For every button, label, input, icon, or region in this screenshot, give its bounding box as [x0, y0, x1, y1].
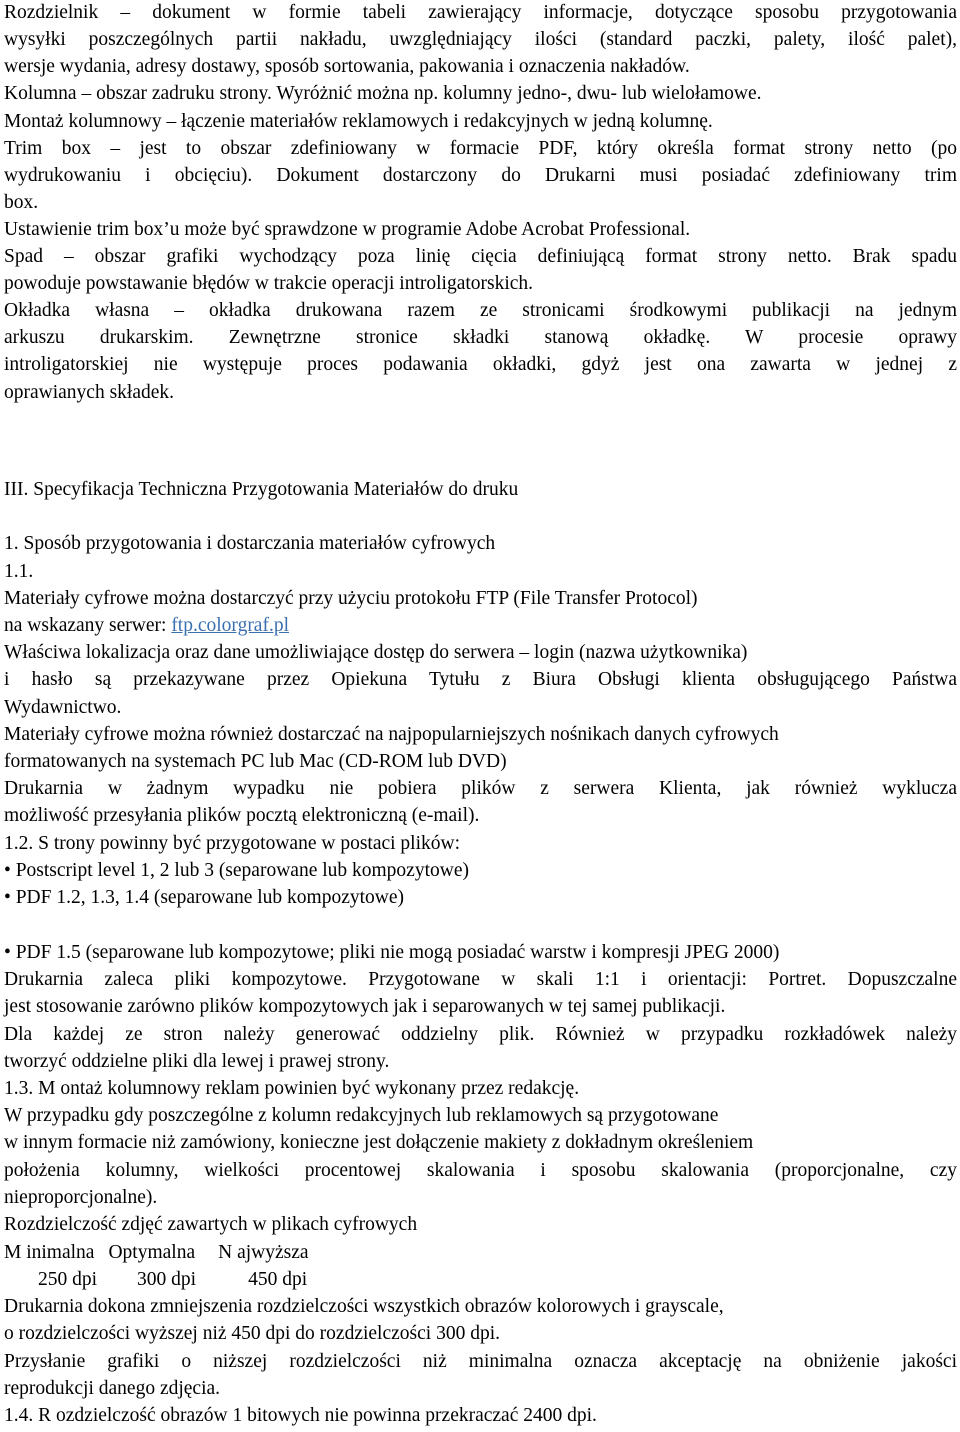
text-line: Materiały cyfrowe można dostarczyć przy użyciu protokołu FTP (File Transfer Protocol) — [4, 588, 698, 609]
ftp-server-link[interactable]: ftp.colorgraf.pl — [171, 615, 289, 636]
resolution-header: N ajwyższa — [218, 1242, 309, 1263]
server-prefix: na wskazany serwer: — [4, 615, 172, 636]
text-line: wersje wydania, adresy dostawy, sposób sortowania, pakowania i oznaczenia nakładów. — [4, 56, 690, 77]
subsection-title: 1. Sposób przygotowania i dostarczania materiałów cyfrowych — [4, 533, 496, 554]
text-line: oprawianych składek. — [4, 382, 175, 403]
text-line: Spad – obszar grafiki wychodzący poza linię cięcia definiującą format strony netto. Brak spadu — [4, 246, 957, 267]
text-line: 1.1. — [4, 561, 34, 582]
text-line: Rozdzielnik – dokument w formie tabeli zawierający informacje, dotyczące sposobu przygotowania — [4, 2, 957, 23]
text-line: w innym formacie niż zamówiony, konieczne jest dołączenie makiety z dokładnym określeniem — [4, 1132, 754, 1153]
text-line: tworzyć oddzielne pliki dla lewej i prawej strony. — [4, 1051, 390, 1072]
text-line: reprodukcji danego zdjęcia. — [4, 1378, 221, 1399]
text-line: położenia kolumny, wielkości procentowej skalowania i sposobu skalowania (proporcjonalne, czy — [4, 1160, 957, 1181]
text-line: Drukarnia dokona zmniejszenia rozdzielczości wszystkich obrazów kolorowych i grayscale, — [4, 1296, 724, 1317]
resolution-header: M inimalna — [4, 1242, 95, 1263]
text-line: Okładka własna – okładka drukowana razem ze stronicami środkowymi publikacji na jednym — [4, 300, 957, 321]
text-line: Przysłanie grafiki o niższej rozdzielczości niż minimalna oznacza akceptację na obniżenie jakości — [4, 1351, 957, 1372]
resolution-value-row — [38, 1270, 307, 1290]
resolution-value: 300 dpi — [137, 1269, 197, 1290]
text-line: Dla każdej ze stron należy generować oddzielny plik. Również w przypadku rozkładówek należy — [4, 1024, 957, 1045]
text-line: wysyłki poszczególnych partii nakładu, uwzględniający ilości (standard paczki, palety, ilość palet), — [4, 29, 957, 50]
resolution-header: Optymalna — [108, 1242, 196, 1263]
text-line: formatowanych na systemach PC lub Mac (CD-ROM lub DVD) — [4, 751, 507, 772]
list-item: • PDF 1.2, 1.3, 1.4 (separowane lub kompozytowe) — [4, 887, 405, 908]
text-line: Materiały cyfrowe można również dostarczać na najpopularniejszych nośnikach danych cyfrowych — [4, 724, 779, 745]
text-line: powoduje powstawanie błędów w trakcie operacji introligatorskich. — [4, 273, 534, 294]
text-line: nieproporcjonalne). — [4, 1187, 158, 1208]
text-line: Trim box – jest to obszar zdefiniowany w formacie PDF, który określa format strony netto (po — [4, 138, 957, 159]
section-title: III. Specyfikacja Techniczna Przygotowania Materiałów do druku — [4, 479, 519, 500]
list-item: • Postscript level 1, 2 lub 3 (separowane lub kompozytowe) — [4, 860, 469, 881]
text-line: możliwość przesyłania plików pocztą elektroniczną (e-mail). — [4, 805, 480, 826]
text-line: jest stosowanie zarówno plików kompozytowych jak i separowanych w tej samej publikacji. — [4, 996, 726, 1017]
text-line: Drukarnia w żadnym wypadku nie pobiera plików z serwera Klienta, jak również wyklucza — [4, 778, 957, 799]
text-line: Właściwa lokalizacja oraz dane umożliwiające dostęp do serwera – login (nazwa użytkownika) — [4, 642, 748, 663]
text-line: wydrukowaniu i obcięciu). Dokument dostarczony do Drukarni musi posiadać zdefiniowany trim — [4, 165, 957, 186]
text-line: i hasło są przekazywane przez Opiekuna Tytułu z Biura Obsługi klienta obsługującego Państwa — [4, 669, 957, 690]
text-line: Kolumna – obszar zadruku strony. Wyróżnić można np. kolumny jedno-, dwu- lub wielołamowe. — [4, 83, 762, 104]
server-line — [4, 616, 289, 636]
text-line: Ustawienie trim box’u może być sprawdzone w programie Adobe Acrobat Professional. — [4, 219, 691, 240]
text-line: Rozdzielczość zdjęć zawartych w plikach cyfrowych — [4, 1214, 418, 1235]
text-line: introligatorskiej nie występuje proces podawania okładki, gdyż jest ona zawarta w jednej z — [4, 354, 957, 375]
list-item: • PDF 1.5 (separowane lub kompozytowe; pliki nie mogą posiadać warstw i kompresji JPEG 2000) — [4, 942, 780, 963]
text-line: arkuszu drukarskim. Zewnętrzne stronice składki stanową okładkę. W procesie oprawy — [4, 327, 957, 348]
text-line: o rozdzielczości wyższej niż 450 dpi do rozdzielczości 300 dpi. — [4, 1323, 500, 1344]
resolution-value: 450 dpi — [248, 1269, 308, 1290]
resolution-header-row — [4, 1243, 309, 1263]
text-line: box. — [4, 192, 39, 213]
text-line: 1.3. M ontaż kolumnowy reklam powinien być wykonany przez redakcję. — [4, 1078, 580, 1099]
resolution-value: 250 dpi — [38, 1269, 98, 1290]
text-line: W przypadku gdy poszczególne z kolumn redakcyjnych lub reklamowych są przygotowane — [4, 1105, 719, 1126]
text-line: 1.4. R ozdzielczość obrazów 1 bitowych nie powinna przekraczać 2400 dpi. — [4, 1405, 597, 1426]
text-line: 1.2. S trony powinny być przygotowane w postaci plików: — [4, 833, 461, 854]
text-line: Montaż kolumnowy – łączenie materiałów reklamowych i redakcyjnych w jedną kolumnę. — [4, 111, 713, 132]
text-line: Drukarnia zaleca pliki kompozytowe. Przygotowane w skali 1:1 i orientacji: Portret. Dopuszczalne — [4, 969, 957, 990]
text-line: Wydawnictwo. — [4, 697, 122, 718]
